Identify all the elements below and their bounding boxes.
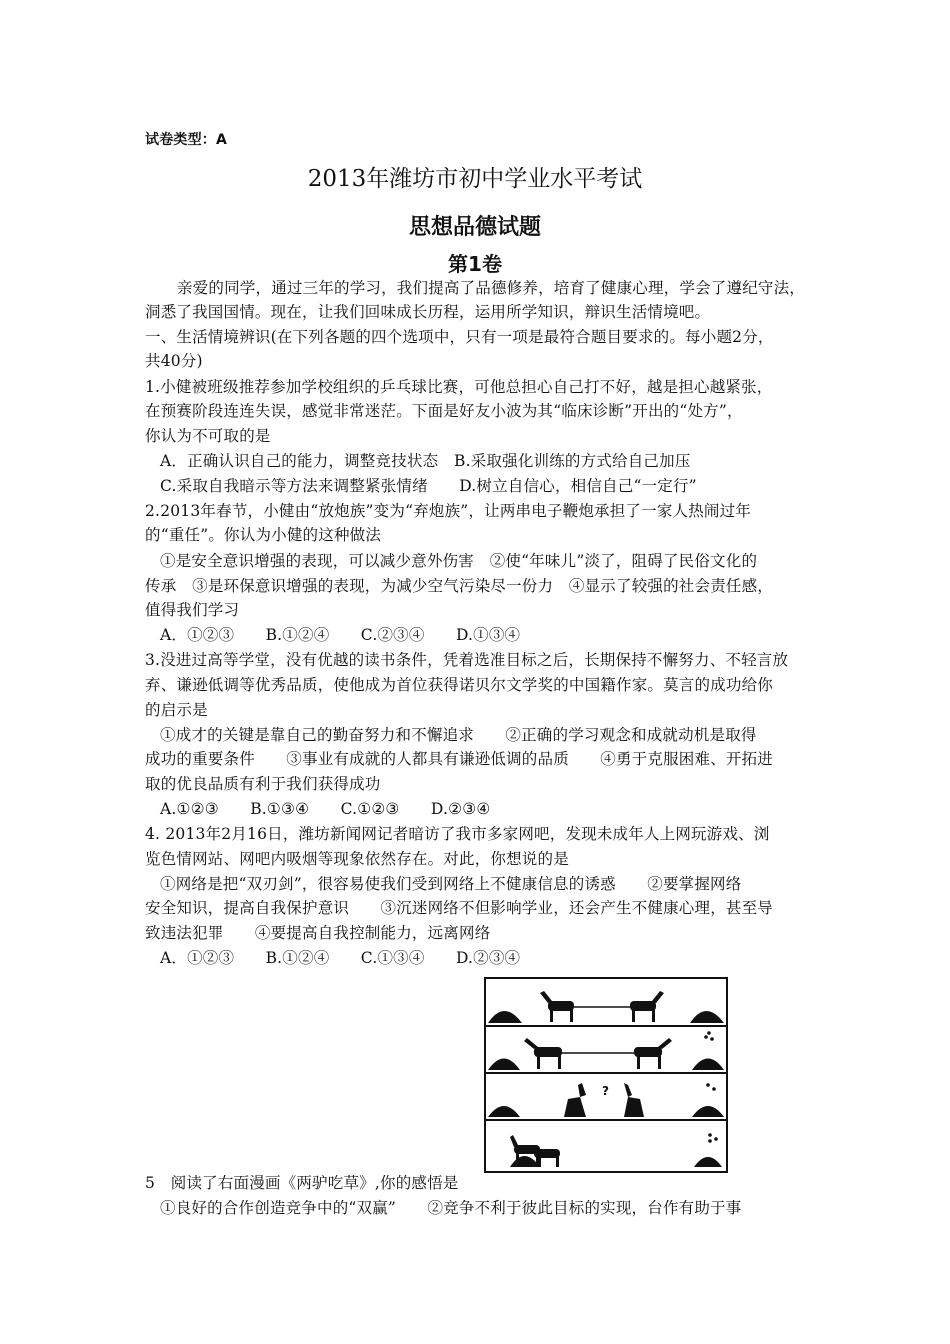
q1-stem-2: 在预赛阶段连连失误，感觉非常迷茫。下面是好友小波为其“临床诊断”开出的“处方”， xyxy=(145,402,743,420)
q4-options: A．①②③ B.①②④ C.①③④ D.②③④ xyxy=(160,949,521,967)
q1-options-1: A．正确认识自己的能力，调整竞技状态 B.采取强化训练的方式给自己加压 xyxy=(160,452,691,470)
volume-heading: 第1卷 xyxy=(448,252,502,276)
q1-options-2: C.采取自我暗示等方法来调整紧张情绪 D.树立自信心，相信自己“一定行” xyxy=(160,477,697,495)
q2-statement-3: 值得我们学习 xyxy=(145,601,240,619)
paper-type-label: 试卷类型：A xyxy=(145,132,228,148)
intro-line-1: 亲爱的同学，通过三年的学习，我们提高了品德修养，培育了健康心理，学会了遵纪守法， xyxy=(177,279,806,297)
q2-stem-2: 的“重任”。你认为小健的这种做法 xyxy=(145,526,382,544)
section-heading-line-1: 一、生活情境辨识(在下列各题的四个选项中，只有一项是最符合题目要求的。每小题2分， xyxy=(145,328,774,346)
q4-stem-2: 览色情网站、网吧内吸烟等现象依然存在。对此，你想说的是 xyxy=(145,850,569,868)
q3-stem-2: 弃、谦逊低调等优秀品质，使他成为首位获得诺贝尔文学奖的中国籍作家。莫言的成功给你 xyxy=(145,676,774,694)
comic-two-donkeys-image xyxy=(484,977,728,1173)
q3-stem-1: 3.没进过高等学堂，没有优越的读书条件，凭着选准目标之后，长期保持不懈努力、不轻言放 xyxy=(145,651,789,669)
q1-stem-3: 你认为不可取的是 xyxy=(145,427,271,445)
q4-stem-1: 4. 2013年2月16日，潍坊新闻网记者暗访了我市多家网吧，发现未成年人上网玩游戏、浏 xyxy=(145,825,770,843)
intro-line-2: 洞悉了我国国情。现在，让我们回味成长历程，运用所学知识，辩识生活情境吧。 xyxy=(145,303,711,321)
q4-statement-1: ①网络是把“双刃剑”，很容易使我们受到网络上不健康信息的诱惑 ②要掌握网络 xyxy=(160,875,742,893)
exam-title: 2013年潍坊市初中学业水平考试 xyxy=(307,166,643,192)
exam-subtitle: 思想品德试题 xyxy=(408,215,541,240)
q2-options: A．①②③ B.①②④ C.②③④ D.①③④ xyxy=(160,626,521,644)
q2-statement-2: 传承 ③是环保意识增强的表现，为减少空气污染尽一份力 ④显示了较强的社会责任感， xyxy=(145,577,774,595)
q3-options: A.①②③ B.①③④ C.①②③ D.②③④ xyxy=(160,800,491,818)
q3-statement-3: 取的优良品质有利于我们获得成功 xyxy=(145,775,381,793)
q5-stem: 5 阅读了右面漫画《两驴吃草》,你的感悟是 xyxy=(145,1174,459,1192)
q3-statement-1: ①成才的关键是靠自己的勤奋努力和不懈追求 ②正确的学习观念和成就动机是取得 xyxy=(160,726,757,744)
q4-statement-2: 安全知识，提高自我保护意识 ③沉迷网络不但影响学业，还会产生不健康心理，甚至导 xyxy=(145,899,774,917)
comic-question-mark: ? xyxy=(602,1084,609,1098)
q4-statement-3: 致违法犯罪 ④要提高自我控制能力，远离网络 xyxy=(145,924,491,942)
q2-stem-1: 2.2013年春节，小健由“放炮族”变为“弃炮族”，让两串电子鞭炮承担了一家人热闹过年 xyxy=(145,502,752,520)
q3-stem-3: 的启示是 xyxy=(145,701,208,719)
q2-statement-1: ①是安全意识增强的表现，可以减少意外伤害 ②使“年味儿”淡了，阻碍了民俗文化的 xyxy=(160,552,758,570)
q3-statement-2: 成功的重要条件 ③事业有成就的人都具有谦逊低调的品质 ④勇于克服困难、开拓进 xyxy=(145,750,774,768)
q1-stem-1: 1.小健被班级推荐参加学校组织的乒乓球比赛，可他总担心自己打不好，越是担心越紧张， xyxy=(145,378,773,396)
q5-statement-1: ①良好的合作创造竞争中的“双赢” ②竞争不利于彼此目标的实现，台作有助于事 xyxy=(160,1199,742,1217)
section-heading-line-2: 共40分) xyxy=(145,352,203,370)
